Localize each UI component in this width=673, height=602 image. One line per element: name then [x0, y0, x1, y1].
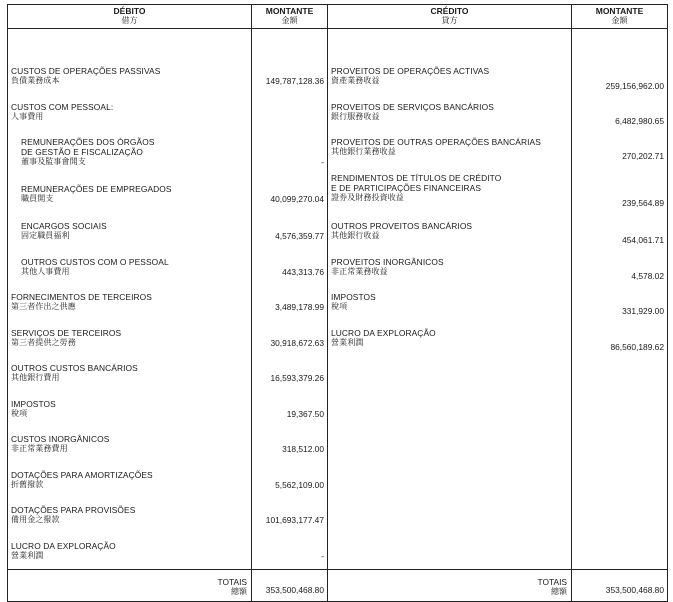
credit-totals-label-cell: [328, 570, 572, 602]
debit-amount: 16,593,379.26: [270, 373, 324, 383]
credit-labels-column: [328, 29, 572, 570]
credit-amount: 86,560,189.62: [610, 342, 664, 352]
debit-item: FORNECIMENTOS DE TERCEIROS 第三者作出之供應: [11, 292, 152, 311]
debit-amount: 318,512.00: [282, 444, 324, 454]
debit-item: OUTROS CUSTOS BANCÁRIOS 其他銀行費用: [11, 363, 138, 382]
debit-amount: 5,562,109.00: [275, 480, 324, 490]
debit-amount: -: [321, 157, 324, 167]
body-row: [8, 29, 668, 570]
debit-item: ENCARGOS SOCIAIS 固定職員福利: [21, 221, 107, 240]
debit-amount: 149,787,128.36: [265, 76, 324, 86]
credit-item: PROVEITOS DE OPERAÇÕES ACTIVAS 資產業務收益: [331, 66, 490, 85]
totals-row: [8, 570, 668, 602]
debit-item: LUCRO DA EXPLORAÇÃO 營業利潤: [11, 541, 116, 560]
credit-total-cell: [572, 570, 668, 602]
debit-amount: -: [321, 551, 324, 561]
debit-item: CUSTOS DE OPERAÇÕES PASSIVAS 負債業務成本: [11, 66, 161, 85]
credit-amount: 259,156,962.00: [605, 81, 664, 91]
credit-amount-header: MONTANTE 金額: [572, 5, 668, 29]
debit-item: DOTAÇÕES PARA PROVISÕES 備用金之撥款: [11, 505, 136, 524]
debit-item: IMPOSTOS 稅項: [11, 399, 56, 418]
credit-amount: 239,564.89: [622, 198, 664, 208]
debit-item: SERVIÇOS DE TERCEIROS 第三者提供之勞務: [11, 328, 122, 347]
debit-labels-column: [8, 29, 252, 570]
credit-item: PROVEITOS DE OUTRAS OPERAÇÕES BANCÁRIAS 其他銀行業務收益: [331, 137, 541, 156]
header-row: [8, 5, 668, 29]
debit-totals-label-cell: [8, 570, 252, 602]
credit-item: PROVEITOS DE SERVIÇOS BANCÁRIOS 銀行服務收益: [331, 102, 494, 121]
debit-item: REMUNERAÇÕES DOS ÓRGÃOS DE GESTÃO E FISCALIZAÇÃO 董事及監事會開支: [21, 137, 155, 166]
credit-total: 353,500,468.80: [605, 585, 664, 595]
debit-total-cell: [252, 570, 328, 602]
debit-amounts-column: [252, 29, 328, 570]
debit-item: OUTROS CUSTOS COM O PESSOAL 其他人事費用: [21, 257, 169, 276]
debit-totals-label: TOTAIS 總額: [217, 577, 247, 596]
credit-amount: 4,578.02: [631, 271, 664, 281]
credit-item: PROVEITOS INORGÂNICOS 非正常業務收益: [331, 257, 444, 276]
debit-amount: 30,918,672.63: [270, 338, 324, 348]
credit-totals-label: TOTAIS 總額: [537, 577, 567, 596]
debit-item: CUSTOS COM PESSOAL: 人事費用: [11, 102, 114, 121]
credit-amount: 331,929.00: [622, 306, 664, 316]
credit-amount: 270,202.71: [622, 151, 664, 161]
debit-header: DÉBITO 借方: [8, 5, 252, 29]
debit-total: 353,500,468.80: [265, 585, 324, 595]
credit-item: RENDIMENTOS DE TÍTULOS DE CRÉDITO E DE PARTICIPAÇÕES FINANCEIRAS 證券及財務投資收益: [331, 173, 502, 202]
debit-amount: 4,576,359.77: [275, 231, 324, 241]
debit-amount: 3,489,178.99: [275, 302, 324, 312]
credit-amounts-column: [572, 29, 668, 570]
debit-item: DOTAÇÕES PARA AMORTIZAÇÕES 折舊撥款: [11, 470, 153, 489]
credit-amount: 454,061.71: [622, 235, 664, 245]
debit-amount: 19,367.50: [286, 409, 324, 419]
credit-item: LUCRO DA EXPLORAÇÃO 營業利潤: [331, 328, 436, 347]
debit-amount: 40,099,270.04: [270, 194, 324, 204]
debit-amount: 443,313.76: [282, 267, 324, 277]
debit-amount: 101,693,177.47: [265, 515, 324, 525]
credit-header: CRÉDITO 貸方: [328, 5, 572, 29]
debit-item: REMUNERAÇÕES DE EMPREGADOS 職員開支: [21, 184, 172, 203]
debit-item: CUSTOS INORGÂNICOS 非正常業務費用: [11, 434, 110, 453]
credit-item: OUTROS PROVEITOS BANCÁRIOS 其他銀行收益: [331, 221, 473, 240]
credit-item: IMPOSTOS 稅項: [331, 292, 376, 311]
debit-amount-header: MONTANTE 金額: [252, 5, 328, 29]
credit-amount: 6,482,980.65: [615, 116, 664, 126]
profit-loss-table: [7, 4, 668, 602]
